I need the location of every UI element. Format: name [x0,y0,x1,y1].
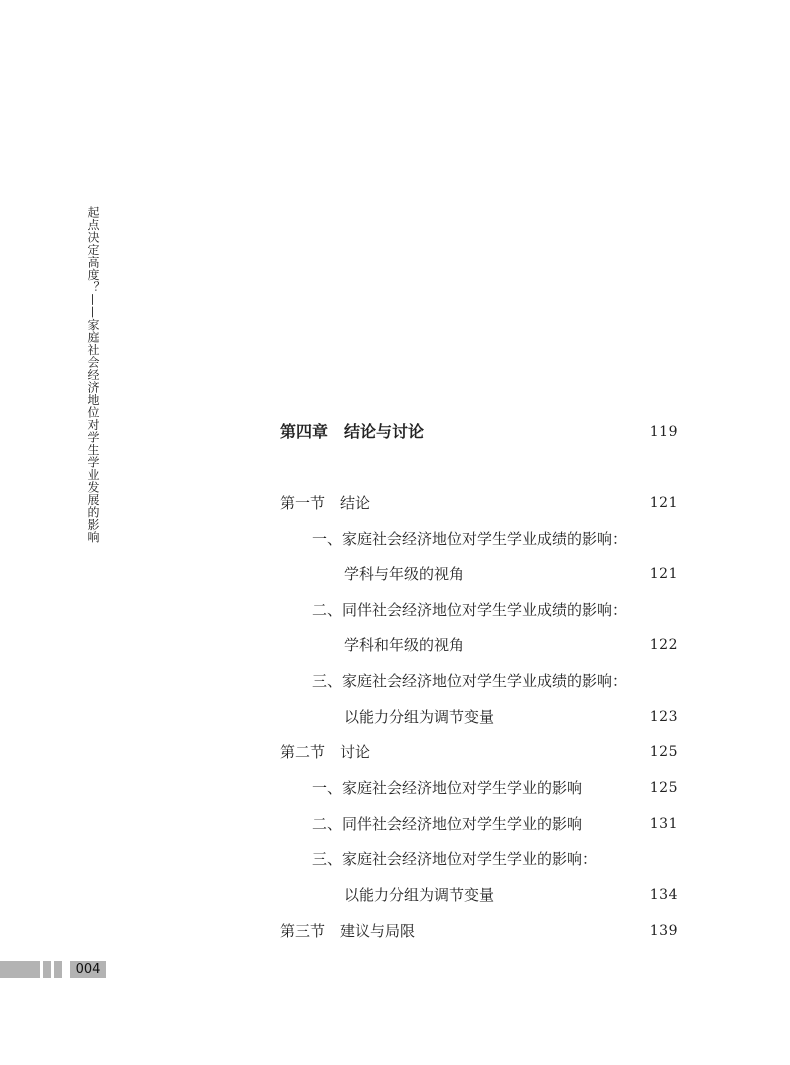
badge-bar [54,961,62,978]
toc-entry-title: 二、同伴社会经济地位对学生学业的影响 [312,815,583,833]
toc-subsection[interactable] [280,669,678,693]
running-book-title: 起点决定高度？——家庭社会经济地位对学生学业发展的影响 [86,206,100,544]
toc-entry-page: 125 [649,744,678,760]
toc-entry-title: 二、同伴社会经济地位对学生学业成绩的影响： [312,601,628,619]
toc-entry-title: 学科与年级的视角 [344,565,465,583]
toc-entry-page: 131 [649,816,678,832]
toc-entry-page: 119 [649,424,678,440]
toc-section-1[interactable] [280,491,678,515]
toc-entry-title: 一、家庭社会经济地位对学生学业成绩的影响： [312,530,628,548]
toc-entry-title: 第一节 结论 [280,494,371,512]
toc-entry-page: 125 [649,780,678,796]
toc-entry-title: 第四章 结论与讨论 [280,422,425,441]
toc-subsection-continued[interactable] [280,562,678,586]
toc-entry-title: 第三节 建议与局限 [280,922,416,940]
toc-subsection-continued[interactable] [280,705,678,729]
toc-section-3[interactable] [280,919,678,943]
badge-bar [0,961,40,978]
toc-subsection-continued[interactable] [280,883,678,907]
toc-entry-page: 134 [649,887,678,903]
toc-entry-page: 121 [649,495,678,511]
toc-section-2[interactable] [280,740,678,764]
badge-bar [43,961,51,978]
toc-subsection[interactable] [280,812,678,836]
toc-subsection[interactable] [280,527,678,551]
toc-entry-title: 一、家庭社会经济地位对学生学业的影响 [312,779,583,797]
toc-entry-title: 第二节 讨论 [280,743,371,761]
toc-chapter-4[interactable] [280,420,678,444]
toc-entry-title: 三、家庭社会经济地位对学生学业的影响： [312,850,598,868]
toc-entry-page: 139 [649,923,678,939]
toc-subsection[interactable] [280,598,678,622]
toc-subsection-continued[interactable] [280,633,678,657]
toc-entry-page: 121 [649,566,678,582]
toc-entry-title: 以能力分组为调节变量 [344,708,495,726]
toc-entry-title: 以能力分组为调节变量 [344,886,495,904]
page-number: 004 [70,961,106,978]
page-number-badge [0,961,106,978]
toc-subsection[interactable] [280,847,678,871]
toc-entry-page: 122 [649,637,678,653]
toc-subsection[interactable] [280,776,678,800]
toc-entry-title: 三、家庭社会经济地位对学生学业成绩的影响： [312,672,628,690]
toc-entry-page: 123 [649,709,678,725]
toc-entry-title: 学科和年级的视角 [344,636,465,654]
